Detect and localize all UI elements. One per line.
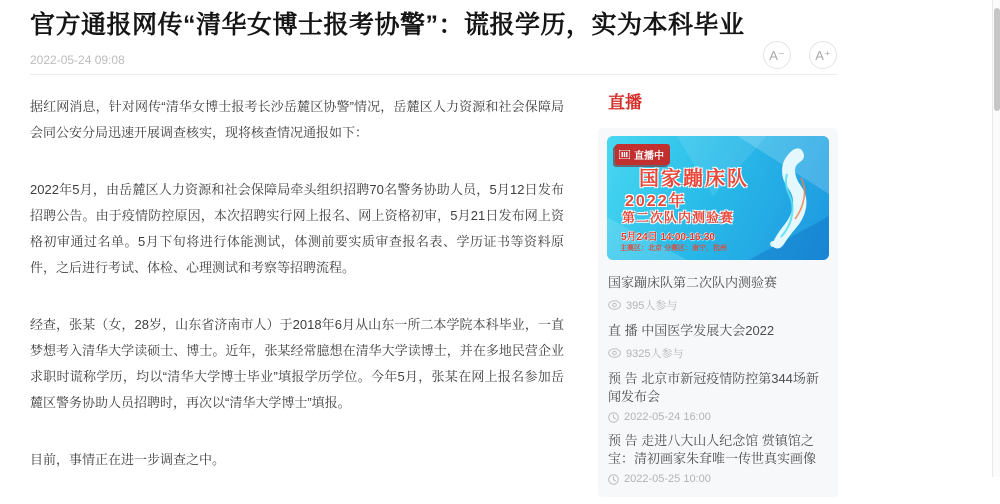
live-banner-thumbnail[interactable] bbox=[607, 136, 829, 260]
eye-icon bbox=[608, 300, 621, 310]
live-list-item[interactable] bbox=[607, 427, 829, 489]
banner-venues: 主赛区：北京 分赛区：南宁，杭州 bbox=[620, 245, 727, 252]
clock-icon bbox=[608, 474, 619, 485]
live-item-title[interactable]: 预 告 北京市新冠疫情防控第344场新闻发布会 bbox=[608, 371, 819, 404]
live-sidebar bbox=[598, 88, 838, 497]
live-item-meta bbox=[608, 411, 828, 423]
live-list-item[interactable] bbox=[607, 365, 829, 427]
article-paragraph-4: 目前，事情正在进一步调查之中。 bbox=[30, 452, 226, 467]
font-decrease-button[interactable]: A⁻ bbox=[763, 41, 791, 69]
live-item-title[interactable]: 国家蹦床队第二次队内测验赛 bbox=[608, 275, 778, 290]
banner-year: 2022年 bbox=[625, 193, 687, 210]
article-header bbox=[30, 0, 837, 67]
banner-schedule: 5月24日 14:00-16:30 bbox=[621, 232, 715, 243]
live-card bbox=[598, 128, 838, 497]
article-body bbox=[30, 94, 564, 504]
live-item-meta-text: 9325人参与 bbox=[626, 348, 684, 360]
article-paragraph-1: 据红网消息，针对网传“清华女博士报考长沙岳麓区协警”情况，岳麓区人力资源和社会保障局会同公安分局迅速开展调查核实，现将核查情况通报如下： bbox=[30, 99, 564, 140]
live-item-title[interactable]: 预 告 走进八大山人纪念馆 赏镇馆之宝：清初画家朱耷唯一传世真实画像 bbox=[608, 433, 817, 466]
live-signal-icon bbox=[619, 150, 630, 159]
live-badge-label: 直播中 bbox=[634, 151, 664, 162]
article-title: 官方通报网传“清华女博士报考协警”：谎报学历，实为本科毕业 bbox=[30, 11, 745, 39]
live-status-badge bbox=[615, 144, 670, 165]
live-item-meta-text: 2022-05-24 16:00 bbox=[624, 411, 711, 423]
clock-icon bbox=[608, 412, 619, 423]
live-list-item[interactable] bbox=[607, 317, 829, 365]
article-date: 2022-05-24 09:08 bbox=[30, 53, 125, 67]
article-paragraph-2: 2022年5月，由岳麓区人力资源和社会保障局牵头组织招聘70名警务协助人员，5月12日发布招聘公告。由于疫情防控原因，本次招聘实行网上报名、网上资格初审，5月21日发布网上资格初审通过名单。5月下旬将进行体能测试，体测前要实质审查报名表、学历证书等资料原件，之后进行考试、体检、心理测试和考察等招聘流程。 bbox=[30, 182, 564, 275]
article-paragraph-3: 经查，张某（女，28岁，山东省济南市人）于2018年6月从山东一所二本学院本科毕业，一直梦想考入清华大学读硕士、博士。近年，张某经常臆想在清华大学读博士，并在多地民营企业求职时谎称学历，均以“清华大学博士毕业”填报学历学位。今年5月，张某在网上报名参加岳麓区警务协助人员招聘时，再次以“清华大学博士”填报。 bbox=[30, 317, 564, 410]
eye-icon bbox=[608, 348, 621, 358]
banner-title: 国家蹦床队 bbox=[639, 168, 749, 190]
header-divider bbox=[30, 74, 837, 75]
font-increase-button[interactable]: A⁺ bbox=[809, 41, 837, 69]
live-item-meta-text: 2022-05-25 10:00 bbox=[624, 473, 711, 485]
live-list-item[interactable] bbox=[607, 269, 829, 317]
live-section-title: 直播 bbox=[608, 93, 642, 112]
live-item-meta-text: 395人参与 bbox=[626, 300, 678, 312]
scrollbar-thumb[interactable] bbox=[994, 8, 1000, 111]
live-item-title[interactable]: 直 播 中国医学发展大会2022 bbox=[608, 323, 775, 338]
scrollbar[interactable] bbox=[992, 0, 1000, 477]
banner-subtitle: 第二次队内测验赛 bbox=[622, 210, 735, 225]
trampolinist-silhouette-icon bbox=[749, 144, 821, 254]
live-item-meta bbox=[608, 345, 828, 361]
font-size-controls bbox=[763, 41, 837, 69]
live-item-meta bbox=[608, 297, 828, 313]
live-item-meta bbox=[608, 473, 828, 485]
